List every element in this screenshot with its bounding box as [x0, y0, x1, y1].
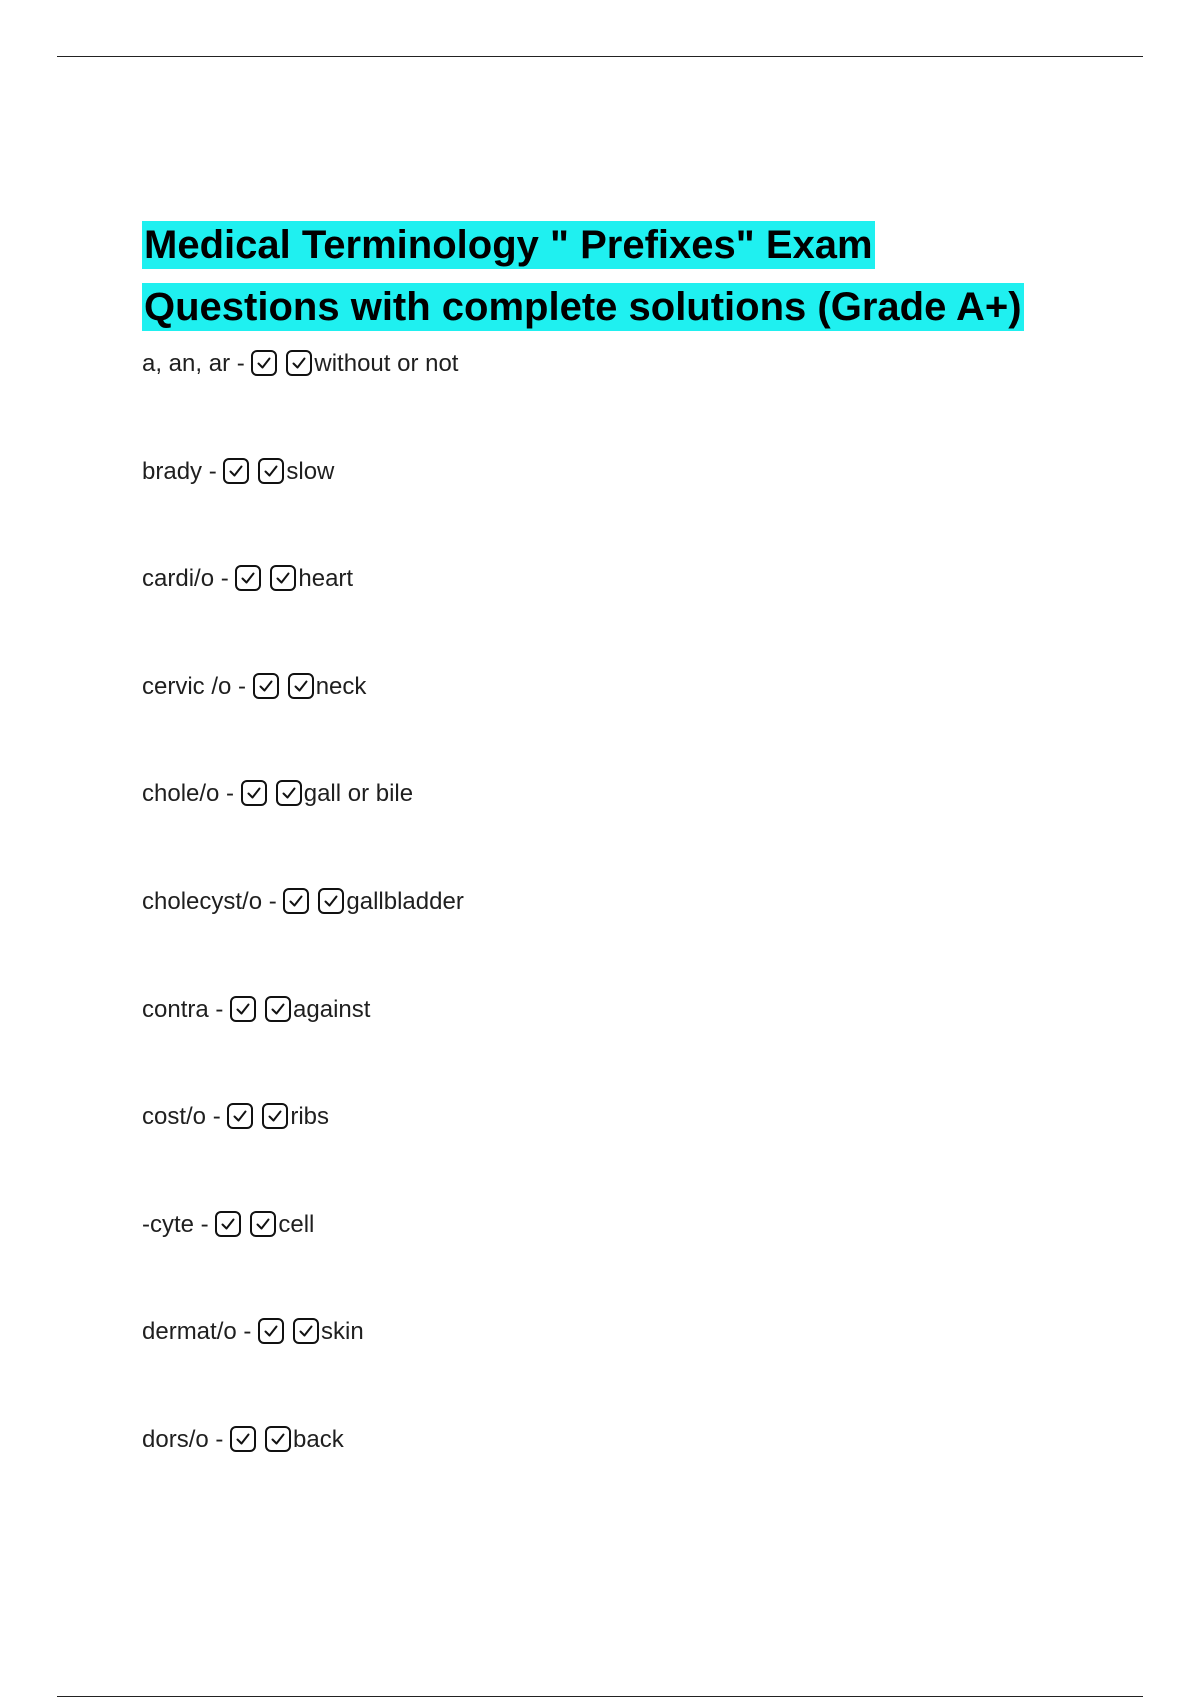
- definition: slow: [286, 457, 335, 485]
- term: cholecyst/o: [142, 887, 263, 915]
- term-list: [142, 344, 1102, 1528]
- definition: neck: [315, 672, 367, 700]
- list-item: [142, 882, 1102, 990]
- list-item: [142, 774, 1102, 882]
- checkbox-checked-icon: [270, 565, 296, 591]
- definition: back: [293, 1425, 344, 1453]
- checkbox-checked-icon: [230, 1426, 256, 1452]
- term: dors/o: [142, 1425, 209, 1453]
- list-item: [142, 1312, 1102, 1420]
- list-item: [142, 559, 1102, 667]
- term: cervic /o: [142, 672, 232, 700]
- checkbox-checked-icon: [262, 1103, 288, 1129]
- term: a, an, ar: [142, 350, 231, 377]
- term: chole/o: [142, 780, 220, 808]
- checkbox-checked-icon: [318, 888, 344, 914]
- checkbox-checked-icon: [241, 780, 267, 806]
- checkbox-checked-icon: [223, 458, 249, 484]
- definition: cell: [278, 1210, 315, 1238]
- document-title: [142, 214, 1102, 338]
- term: dermat/o: [142, 1318, 237, 1346]
- footer-rule: [57, 1696, 1143, 1697]
- definition: heart: [298, 565, 354, 593]
- list-item: [142, 344, 1102, 452]
- term: -cyte: [142, 1210, 195, 1238]
- list-item: [142, 667, 1102, 775]
- separator: -: [230, 350, 252, 377]
- definition: skin: [321, 1318, 364, 1346]
- definition: against: [293, 995, 371, 1023]
- list-item: [142, 1205, 1102, 1313]
- definition: gallbladder: [346, 887, 464, 915]
- separator: -: [208, 995, 231, 1023]
- separator: -: [231, 672, 253, 700]
- checkbox-checked-icon: [250, 1211, 276, 1237]
- separator: -: [208, 1425, 231, 1453]
- separator: -: [194, 1210, 216, 1238]
- term: cardi/o: [142, 565, 215, 593]
- list-item: [142, 990, 1102, 1098]
- header-rule: [57, 56, 1143, 57]
- definition: ribs: [290, 1103, 330, 1131]
- checkbox-checked-icon: [253, 673, 279, 699]
- term: cost/o: [142, 1103, 207, 1131]
- title-line-2: Questions with complete solutions (Grade A+): [144, 285, 1022, 329]
- separator: -: [262, 887, 284, 915]
- term: brady: [142, 457, 203, 485]
- checkbox-checked-icon: [258, 1318, 284, 1344]
- checkbox-checked-icon: [286, 350, 312, 376]
- separator: -: [206, 1103, 228, 1131]
- checkbox-checked-icon: [230, 996, 256, 1022]
- checkbox-checked-icon: [265, 996, 291, 1022]
- title-line-1: Medical Terminology " Prefixes" Exam: [144, 223, 873, 267]
- separator: -: [236, 1318, 259, 1346]
- list-item: [142, 1097, 1102, 1205]
- checkbox-checked-icon: [288, 673, 314, 699]
- checkbox-checked-icon: [251, 350, 277, 376]
- page-content: [142, 214, 1102, 1528]
- checkbox-checked-icon: [276, 780, 302, 806]
- list-item: [142, 452, 1102, 560]
- list-item: [142, 1420, 1102, 1528]
- definition: without or not: [314, 350, 459, 377]
- checkbox-checked-icon: [283, 888, 309, 914]
- checkbox-checked-icon: [235, 565, 261, 591]
- checkbox-checked-icon: [215, 1211, 241, 1237]
- checkbox-checked-icon: [293, 1318, 319, 1344]
- separator: -: [202, 457, 224, 485]
- separator: -: [214, 565, 236, 593]
- checkbox-checked-icon: [265, 1426, 291, 1452]
- checkbox-checked-icon: [227, 1103, 253, 1129]
- definition: gall or bile: [303, 780, 414, 808]
- term: contra: [142, 995, 209, 1023]
- checkbox-checked-icon: [258, 458, 284, 484]
- separator: -: [219, 780, 241, 808]
